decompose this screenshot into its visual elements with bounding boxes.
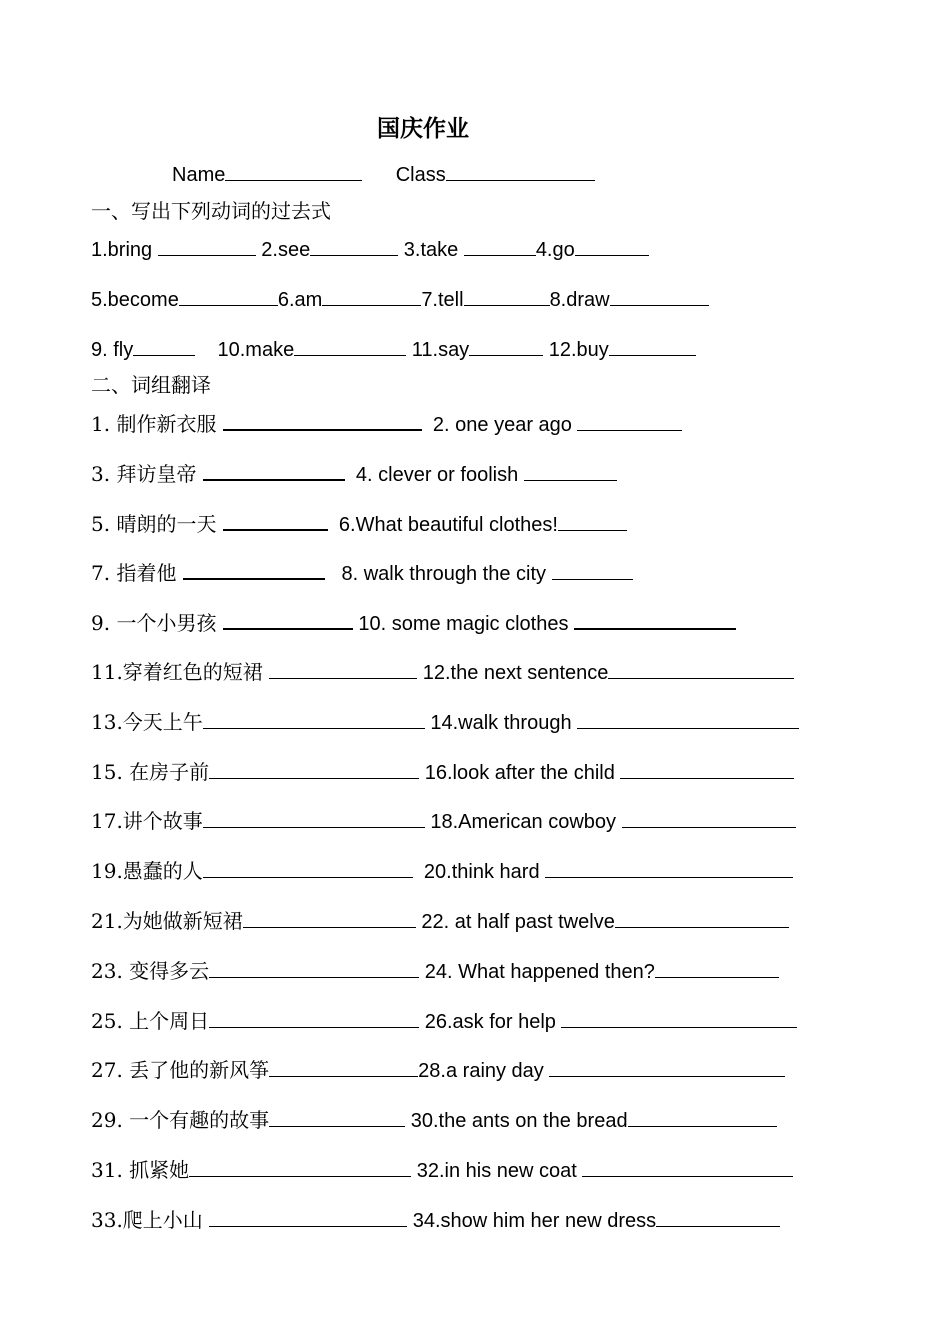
- phrase-prompt: 33.爬上小山: [91, 1207, 210, 1232]
- phrase-prompt: 28.a rainy day: [418, 1060, 550, 1083]
- phrase-prompt: 18.American cowboy: [424, 811, 622, 834]
- phrase-row: [91, 1058, 785, 1083]
- section1-heading: 一、写出下列动词的过去式: [91, 199, 331, 223]
- phrase-prompt: 30.the ants on the bread: [405, 1110, 628, 1133]
- answer-blank[interactable]: [209, 760, 419, 779]
- name-blank[interactable]: [225, 162, 362, 181]
- answer-blank[interactable]: [269, 660, 417, 679]
- phrase-prompt: 26.ask for help: [419, 1010, 562, 1033]
- answer-blank[interactable]: [561, 1009, 797, 1028]
- phrase-prompt: 29. 一个有趣的故事: [91, 1108, 270, 1133]
- verb-label: 1.bring: [91, 239, 158, 261]
- answer-blank[interactable]: [294, 337, 406, 356]
- phrase-row: [91, 660, 794, 685]
- section2-heading: 二、词组翻译: [91, 373, 211, 397]
- answer-blank[interactable]: [133, 337, 195, 356]
- verb-label: 10.make: [195, 339, 295, 361]
- phrase-row: [91, 909, 789, 934]
- answer-blank[interactable]: [615, 909, 789, 928]
- phrase-prompt: 8. walk through the city: [324, 563, 552, 586]
- phrase-prompt: 19.愚蠢的人: [91, 859, 203, 884]
- answer-blank[interactable]: [203, 809, 425, 828]
- verb-label: 6.am: [277, 289, 323, 311]
- answer-blank[interactable]: [223, 511, 328, 531]
- answer-blank[interactable]: [622, 809, 796, 828]
- phrase-prompt: 27. 丢了他的新风筝: [91, 1058, 270, 1083]
- phrase-prompt: 32.in his new coat: [411, 1160, 583, 1182]
- answer-blank[interactable]: [620, 760, 794, 779]
- phrase-prompt: 12.the next sentence: [417, 662, 609, 684]
- phrase-row: [91, 1009, 797, 1034]
- answer-blank[interactable]: [464, 287, 550, 306]
- answer-blank[interactable]: [575, 237, 649, 256]
- phrase-prompt: 17.讲个故事: [91, 809, 203, 834]
- answer-blank[interactable]: [577, 412, 682, 431]
- verb-label: 12.buy: [543, 339, 609, 361]
- phrase-prompt: 9. 一个小男孩: [91, 611, 223, 636]
- phrase-prompt: 5. 晴朗的一天: [91, 511, 223, 536]
- answer-blank[interactable]: [158, 237, 256, 256]
- answer-blank[interactable]: [545, 859, 793, 878]
- phrase-prompt: 24. What happened then?: [419, 960, 655, 983]
- phrase-row: [91, 859, 793, 884]
- verb-label: 5.become: [91, 289, 179, 311]
- verb-row-3: [91, 337, 696, 362]
- page-title: 国庆作业: [377, 116, 469, 142]
- answer-blank[interactable]: [183, 560, 325, 580]
- verb-label: 2.see: [255, 239, 311, 261]
- phrase-row: [91, 461, 617, 487]
- phrase-row: [91, 1158, 793, 1183]
- phrase-prompt: 20.think hard: [412, 861, 546, 884]
- phrase-row: [91, 760, 794, 785]
- answer-blank[interactable]: [179, 287, 278, 306]
- phrase-prompt: 3. 拜访皇帝: [91, 461, 203, 486]
- phrase-prompt: 14.walk through: [424, 711, 578, 734]
- answer-blank[interactable]: [552, 561, 633, 580]
- phrase-row: [91, 560, 633, 586]
- phrase-prompt: 11.穿着红色的短裙: [91, 660, 270, 684]
- phrase-row: [91, 411, 682, 437]
- phrase-prompt: 6.What beautiful clothes!: [327, 513, 558, 536]
- answer-blank[interactable]: [469, 337, 543, 356]
- answer-blank[interactable]: [209, 959, 419, 978]
- answer-blank[interactable]: [610, 287, 709, 306]
- answer-blank[interactable]: [243, 909, 416, 928]
- verb-label: 9. fly: [91, 339, 134, 361]
- phrase-prompt: 23. 变得多云: [91, 958, 210, 983]
- phrase-prompt: 34.show him her new dress: [407, 1209, 657, 1232]
- phrase-prompt: 1. 制作新衣服: [91, 412, 223, 436]
- answer-blank[interactable]: [464, 237, 536, 256]
- phrase-prompt: 7. 指着他: [91, 561, 183, 586]
- verb-row-2: [91, 287, 709, 312]
- answer-blank[interactable]: [310, 237, 398, 256]
- phrase-prompt: 31. 抓紧她: [91, 1158, 190, 1182]
- answer-blank[interactable]: [656, 1208, 780, 1227]
- phrase-row: [91, 610, 736, 636]
- verb-label: 3.take: [398, 239, 464, 261]
- phrase-prompt: 25. 上个周日: [91, 1008, 210, 1033]
- phrase-prompt: 16.look after the child: [419, 761, 621, 784]
- phrase-prompt: 21.为她做新短裙: [91, 909, 243, 933]
- answer-blank[interactable]: [203, 859, 413, 878]
- phrase-row: [91, 809, 796, 834]
- phrase-row: [91, 511, 627, 537]
- verb-label: 7.tell: [421, 289, 464, 311]
- answer-blank[interactable]: [608, 660, 794, 679]
- answer-blank[interactable]: [524, 462, 617, 481]
- phrase-prompt: 10. some magic clothes: [352, 613, 575, 636]
- answer-blank[interactable]: [223, 610, 353, 630]
- verb-label: 4.go: [535, 239, 575, 261]
- answer-blank[interactable]: [189, 1158, 411, 1177]
- phrase-row: [91, 1108, 777, 1133]
- phrase-prompt: 22. at half past twelve: [415, 911, 615, 933]
- answer-blank[interactable]: [558, 512, 627, 531]
- class-blank[interactable]: [446, 162, 595, 181]
- class-label: Class: [395, 164, 446, 186]
- answer-blank[interactable]: [269, 1108, 405, 1127]
- verb-label: 8.draw: [549, 289, 610, 311]
- phrase-row: [91, 1208, 780, 1233]
- phrase-row: [91, 959, 779, 984]
- verb-label: 11.say: [406, 339, 470, 361]
- answer-blank[interactable]: [655, 959, 779, 978]
- verb-row-1: [91, 237, 649, 262]
- phrase-prompt: 4. clever or foolish: [344, 463, 524, 486]
- phrase-row: [91, 710, 799, 735]
- answer-blank[interactable]: [628, 1108, 777, 1127]
- answer-blank[interactable]: [549, 1058, 785, 1077]
- answer-blank[interactable]: [582, 1158, 793, 1177]
- answer-blank[interactable]: [609, 337, 696, 356]
- name-label: Name: [172, 164, 226, 186]
- answer-blank[interactable]: [223, 411, 422, 431]
- answer-blank[interactable]: [322, 287, 421, 306]
- answer-blank[interactable]: [574, 610, 736, 630]
- phrase-prompt: 2. one year ago: [421, 414, 578, 436]
- name-class-row: [172, 162, 595, 187]
- answer-blank[interactable]: [577, 710, 799, 729]
- phrase-prompt: 13.今天上午: [91, 709, 203, 734]
- phrase-prompt: 15. 在房子前: [91, 759, 210, 784]
- answer-blank[interactable]: [209, 1009, 419, 1028]
- answer-blank[interactable]: [203, 461, 345, 481]
- answer-blank[interactable]: [203, 710, 425, 729]
- answer-blank[interactable]: [209, 1208, 407, 1227]
- answer-blank[interactable]: [269, 1058, 418, 1077]
